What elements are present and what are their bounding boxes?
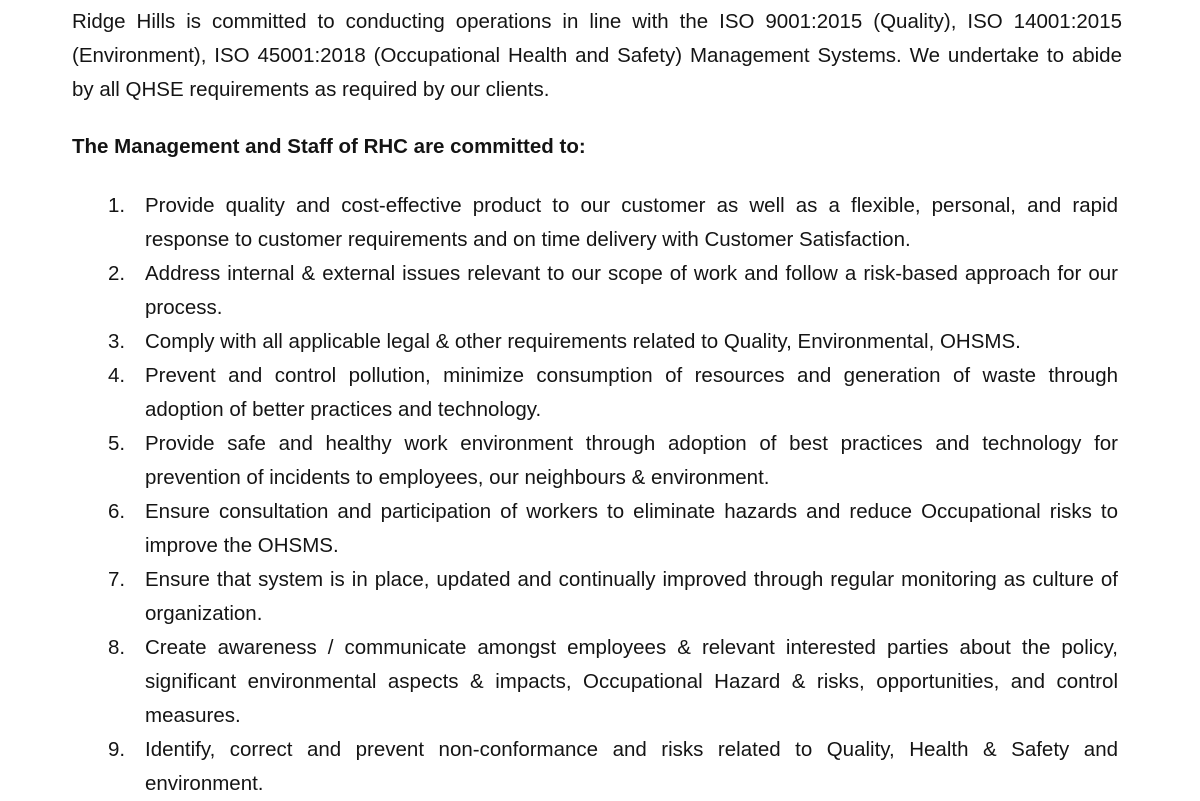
commitment-text: Create awareness / communicate amongst employees & relevant interested parties about the policy, significant environmental aspects & impacts, Occupational Hazard & risks, opportunities, and control measures. (145, 636, 1118, 727)
commitment-number: 6. (108, 500, 126, 523)
commitment-item-9 (72, 733, 1118, 801)
commitment-text: Provide quality and cost-effective product to our customer as well as a flexible, personal, and rapid response to customer requirements and on time delivery with Customer Satisfaction. (145, 194, 1118, 251)
commitment-number: 8. (108, 636, 126, 659)
commitment-text: Prevent and control pollution, minimize consumption of resources and generation of waste through adoption of better practices and technology. (145, 364, 1118, 421)
commitment-number: 1. (108, 194, 126, 217)
intro-paragraph: Ridge Hills is committed to conducting operations in line with the ISO 9001:2015 (Quality), ISO 14001:2015 (Environment), ISO 45001:2018 (Occupational Health and Safety) Management Systems. We undertake to abide by all QHSE requirements as required by our clients. (72, 10, 1122, 101)
commitment-text: Address internal & external issues relevant to our scope of work and follow a risk-based approach for our process. (145, 262, 1118, 319)
commitment-text: Provide safe and healthy work environment through adoption of best practices and technology for prevention of incidents to employees, our neighbours & environment. (145, 432, 1118, 489)
commitment-number: 2. (108, 262, 126, 285)
commitment-item-7 (72, 563, 1118, 631)
commitment-number: 7. (108, 568, 126, 591)
commitment-item-4 (72, 359, 1118, 427)
commitment-item-2 (72, 257, 1118, 325)
commitments-list (72, 189, 1118, 801)
commitment-item-3 (72, 325, 1118, 359)
commitment-item-5 (72, 427, 1118, 495)
commitment-item-8 (72, 631, 1118, 733)
commitments-heading: The Management and Staff of RHC are committed to: (72, 135, 586, 158)
commitment-number: 5. (108, 432, 126, 455)
commitment-text: Comply with all applicable legal & other requirements related to Quality, Environmental, OHSMS. (145, 330, 1021, 353)
commitment-text: Ensure consultation and participation of workers to eliminate hazards and reduce Occupational risks to improve the OHSMS. (145, 500, 1118, 557)
commitment-text: Ensure that system is in place, updated and continually improved through regular monitoring as culture of organization. (145, 568, 1118, 625)
commitment-text: Identify, correct and prevent non-conformance and risks related to Quality, Health & Safety and environment. (145, 738, 1118, 795)
commitment-number: 3. (108, 330, 126, 353)
commitment-number: 4. (108, 364, 126, 387)
commitment-number: 9. (108, 738, 126, 761)
commitment-item-6 (72, 495, 1118, 563)
commitment-item-1 (72, 189, 1118, 257)
